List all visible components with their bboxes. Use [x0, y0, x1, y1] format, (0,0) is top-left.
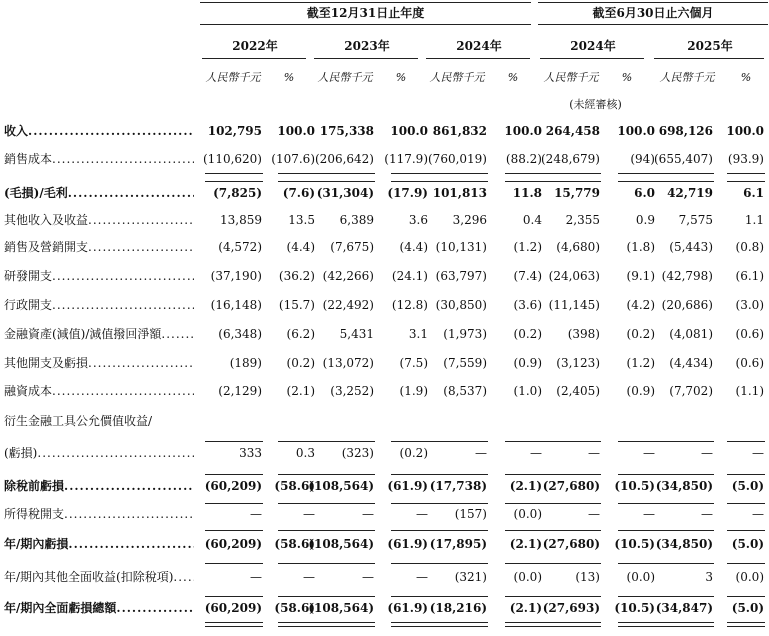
cell-value: (15.7) — [278, 298, 315, 312]
subtotal-rule — [428, 596, 488, 597]
cell-value: (18,216) — [429, 601, 487, 615]
subtotal-rule — [618, 596, 656, 597]
section-rule — [727, 563, 765, 564]
cell-value: (110,620) — [203, 152, 262, 166]
year-rule — [654, 58, 764, 59]
subtotal-rule — [541, 181, 601, 182]
grand-total-double-rule — [391, 622, 429, 627]
cell-value: (30,850) — [435, 298, 487, 312]
row-label: 收入 ..... — [4, 124, 194, 138]
cell-value: (34,850) — [655, 479, 713, 493]
cell-value: (0.0) — [513, 507, 542, 521]
section-rule — [391, 173, 429, 174]
unit-pct-label: % — [283, 71, 295, 84]
cell-value: (248,679) — [541, 152, 600, 166]
cell-value: (398) — [567, 327, 600, 341]
cell-value: (7,702) — [669, 384, 713, 398]
group-title-six-months: 截至6月30日止六個月 — [592, 6, 714, 20]
grand-total-double-rule — [541, 622, 601, 627]
cell-value: (323) — [341, 446, 374, 460]
cell-value: (321) — [454, 570, 487, 584]
cell-value: 3,296 — [452, 213, 487, 227]
cell-value: (60,209) — [204, 537, 262, 551]
row-label: 年/期內虧損 ..... — [4, 537, 194, 551]
cell-value: (4.2) — [626, 298, 655, 312]
cell-value: — — [588, 446, 600, 460]
cell-value: 5,431 — [339, 327, 374, 341]
cell-value: (6.1) — [735, 269, 764, 283]
subtotal-rule — [428, 474, 488, 475]
cell-value: 861,832 — [432, 124, 487, 138]
cell-value: — — [416, 507, 428, 521]
subtotal-rule — [315, 441, 375, 442]
group-bottom-rule — [538, 24, 768, 25]
section-rule — [654, 563, 714, 564]
cell-value: 15,779 — [554, 186, 600, 200]
cell-value: 13,859 — [220, 213, 262, 227]
cell-value: (34,850) — [655, 537, 713, 551]
cell-value: — — [530, 446, 542, 460]
cell-value: (6,348) — [218, 327, 262, 341]
cell-value: 3.1 — [408, 327, 428, 341]
cell-value: (24,063) — [548, 269, 600, 283]
subtotal-rule — [278, 181, 316, 182]
subtotal-rule — [727, 596, 765, 597]
cell-value: (108,564) — [308, 479, 374, 493]
cell-value: (107.6) — [271, 152, 315, 166]
cell-value: (4,680) — [556, 240, 600, 254]
cell-value: (0.2) — [399, 446, 428, 460]
cell-value: (60,209) — [204, 601, 262, 615]
cell-value: (61.9) — [387, 601, 428, 615]
section-rule — [428, 563, 488, 564]
subtotal-rule — [428, 181, 488, 182]
subtotal-rule — [278, 530, 316, 531]
cell-value: (760,019) — [428, 152, 487, 166]
cell-value: 0.4 — [522, 213, 542, 227]
section-rule — [541, 563, 601, 564]
subtotal-rule — [391, 474, 429, 475]
row-label: 研發開支 ..... — [4, 269, 194, 283]
cell-value: — — [701, 446, 713, 460]
cell-value: (1.2) — [626, 356, 655, 370]
unit-rmb-label: 人民幣千元 — [543, 71, 599, 84]
unit-pct-label: % — [621, 71, 633, 84]
section-rule — [205, 173, 263, 174]
cell-value: — — [416, 570, 428, 584]
section-rule — [505, 503, 543, 504]
cell-value: (27,680) — [542, 537, 600, 551]
cell-value: (0.9) — [626, 384, 655, 398]
cell-value: (16,148) — [210, 298, 262, 312]
cell-value: (206,642) — [315, 152, 374, 166]
cell-value: (37,190) — [210, 269, 262, 283]
cell-value: (4,434) — [669, 356, 713, 370]
section-rule — [205, 503, 263, 504]
cell-value: (4.4) — [399, 240, 428, 254]
cell-value: (7,559) — [443, 356, 487, 370]
cell-value: (0.8) — [735, 240, 764, 254]
cell-value: (108,564) — [308, 537, 374, 551]
row-label: 銷售成本 ..... — [4, 152, 194, 166]
cell-value: 100.0 — [277, 124, 315, 138]
section-rule — [541, 503, 601, 504]
subtotal-rule — [391, 596, 429, 597]
cell-value: 6.1 — [743, 186, 764, 200]
subtotal-rule — [541, 474, 601, 475]
subtotal-rule — [428, 530, 488, 531]
subtotal-rule — [505, 530, 543, 531]
cell-value: — — [362, 507, 374, 521]
cell-value: (36.2) — [278, 269, 315, 283]
cell-value: (2,129) — [218, 384, 262, 398]
cell-value: (7.4) — [513, 269, 542, 283]
cell-value: (3,252) — [330, 384, 374, 398]
subtotal-rule — [727, 474, 765, 475]
cell-value: (7.6) — [282, 186, 315, 200]
grand-total-double-rule — [618, 622, 656, 627]
cell-value: 100.0 — [390, 124, 428, 138]
grand-total-double-rule — [654, 622, 714, 627]
year-header: 2024年 — [456, 39, 502, 53]
cell-value: (58.6) — [274, 537, 315, 551]
subtotal-rule — [205, 596, 263, 597]
cell-value: (63,797) — [435, 269, 487, 283]
cell-value: (4.4) — [286, 240, 315, 254]
cell-value: 333 — [239, 446, 262, 460]
subtotal-rule — [278, 441, 316, 442]
unit-pct-label: % — [740, 71, 752, 84]
group-top-rule — [200, 2, 531, 3]
cell-value: (42,266) — [322, 269, 374, 283]
cell-value: (0.9) — [513, 356, 542, 370]
subtotal-rule — [654, 441, 714, 442]
cell-value: 2,355 — [565, 213, 600, 227]
cell-value: (1.8) — [626, 240, 655, 254]
cell-value: 102,795 — [207, 124, 262, 138]
unaudited-note: (未經審核) — [569, 98, 622, 111]
cell-value: (3.0) — [735, 298, 764, 312]
row-label: 行政開支 ..... — [4, 298, 194, 312]
subtotal-rule — [205, 181, 263, 182]
section-rule — [618, 563, 656, 564]
subtotal-rule — [315, 596, 375, 597]
cell-value: (5.0) — [731, 537, 764, 551]
cell-value: (61.9) — [387, 479, 428, 493]
year-header: 2025年 — [687, 39, 733, 53]
row-label: 其他收入及收益 ..... — [4, 213, 194, 227]
cell-value: (17,738) — [429, 479, 487, 493]
cell-value: (1.1) — [735, 384, 764, 398]
grand-total-double-rule — [278, 622, 316, 627]
section-rule — [278, 563, 316, 564]
cell-value: (58.6) — [274, 601, 315, 615]
cell-value: — — [303, 570, 315, 584]
cell-value: 6.0 — [634, 186, 655, 200]
section-rule — [654, 503, 714, 504]
unit-rmb-label: 人民幣千元 — [659, 71, 715, 84]
subtotal-rule — [727, 181, 765, 182]
year-header: 2023年 — [344, 39, 390, 53]
section-rule — [391, 503, 429, 504]
cell-value: (0.2) — [626, 327, 655, 341]
cell-value: (157) — [454, 507, 487, 521]
cell-value: (2.1) — [509, 537, 542, 551]
cell-value: (93.9) — [727, 152, 764, 166]
subtotal-rule — [654, 596, 714, 597]
cell-value: 100.0 — [504, 124, 542, 138]
cell-value: (17.9) — [387, 186, 428, 200]
row-label: 所得稅開支 ..... — [4, 507, 194, 521]
subtotal-rule — [618, 474, 656, 475]
cell-value: 11.8 — [512, 186, 542, 200]
cell-value: (108,564) — [308, 601, 374, 615]
cell-value: (60,209) — [204, 479, 262, 493]
subtotal-rule — [618, 181, 656, 182]
cell-value: (94) — [630, 152, 655, 166]
cell-value: (88.2) — [505, 152, 542, 166]
cell-value: 1.1 — [744, 213, 764, 227]
cell-value: (2.1) — [509, 601, 542, 615]
subtotal-rule — [654, 530, 714, 531]
subtotal-rule — [428, 441, 488, 442]
unit-rmb-label: 人民幣千元 — [205, 71, 261, 84]
cell-value: 3 — [705, 570, 713, 584]
section-rule — [278, 503, 316, 504]
cell-value: (2.1) — [286, 384, 315, 398]
cell-value: (1,973) — [443, 327, 487, 341]
row-label: 其他開支及虧損 ..... — [4, 356, 194, 370]
group-title-fiscal-year: 截至12月31日止年度 — [306, 6, 425, 20]
subtotal-rule — [315, 530, 375, 531]
cell-value: — — [362, 570, 374, 584]
grand-total-double-rule — [428, 622, 488, 627]
cell-value: (13) — [575, 570, 600, 584]
subtotal-rule — [541, 530, 601, 531]
cell-value: (10.5) — [614, 537, 655, 551]
subtotal-rule — [727, 530, 765, 531]
cell-value: (5.0) — [731, 601, 764, 615]
cell-value: 0.3 — [295, 446, 315, 460]
cell-value: (58.6) — [274, 479, 315, 493]
cell-value: 3.6 — [408, 213, 428, 227]
cell-value: (0.6) — [735, 356, 764, 370]
section-rule — [315, 563, 375, 564]
cell-value: 101,813 — [432, 186, 487, 200]
cell-value: (7,675) — [330, 240, 374, 254]
cell-value: — — [303, 507, 315, 521]
section-rule — [428, 503, 488, 504]
cell-value: (42,798) — [661, 269, 713, 283]
cell-value: (0.6) — [735, 327, 764, 341]
unit-pct-label: % — [507, 71, 519, 84]
cell-value: — — [752, 446, 764, 460]
subtotal-rule — [315, 474, 375, 475]
cell-value: (1.2) — [513, 240, 542, 254]
cell-value: (9.1) — [626, 269, 655, 283]
cell-value: (5.0) — [731, 479, 764, 493]
subtotal-rule — [315, 181, 375, 182]
subtotal-rule — [505, 596, 543, 597]
cell-value: (189) — [229, 356, 262, 370]
cell-value: — — [643, 507, 655, 521]
cell-value: (2,405) — [556, 384, 600, 398]
subtotal-rule — [505, 181, 543, 182]
cell-value: (7,825) — [213, 186, 262, 200]
cell-value: — — [588, 507, 600, 521]
cell-value: (22,492) — [322, 298, 374, 312]
cell-value: (10.5) — [614, 479, 655, 493]
cell-value: (24.1) — [391, 269, 428, 283]
unit-rmb-label: 人民幣千元 — [317, 71, 373, 84]
cell-value: 13.5 — [288, 213, 315, 227]
subtotal-rule — [654, 181, 714, 182]
grand-total-double-rule — [727, 622, 765, 627]
year-rule — [540, 58, 644, 59]
cell-value: (6.2) — [286, 327, 315, 341]
subtotal-rule — [727, 441, 765, 442]
section-rule — [505, 563, 543, 564]
subtotal-rule — [391, 181, 429, 182]
cell-value: (117.9) — [384, 152, 428, 166]
section-rule — [428, 173, 488, 174]
section-rule — [315, 503, 375, 504]
year-rule — [426, 58, 530, 59]
cell-value: — — [475, 446, 487, 460]
cell-value: (0.0) — [735, 570, 764, 584]
grand-total-double-rule — [505, 622, 543, 627]
subtotal-rule — [505, 441, 543, 442]
cell-value: 7,575 — [678, 213, 713, 227]
cell-value: — — [250, 507, 262, 521]
row-label: 融資成本 ..... — [4, 384, 194, 398]
cell-value: (0.0) — [626, 570, 655, 584]
cell-value: 175,338 — [319, 124, 374, 138]
subtotal-rule — [391, 530, 429, 531]
cell-value: (13,072) — [322, 356, 374, 370]
cell-value: (4,081) — [669, 327, 713, 341]
section-rule — [727, 173, 765, 174]
cell-value: (17,895) — [429, 537, 487, 551]
row-label: 年/期內其他全面收益(扣除稅項) ..... — [4, 570, 194, 584]
subtotal-rule — [541, 596, 601, 597]
section-rule — [315, 173, 375, 174]
section-rule — [618, 173, 656, 174]
cell-value: (0.0) — [513, 570, 542, 584]
cell-value: 100.0 — [617, 124, 655, 138]
cell-value: (3,123) — [556, 356, 600, 370]
cell-value: (1.0) — [513, 384, 542, 398]
subtotal-rule — [618, 441, 656, 442]
section-rule — [541, 173, 601, 174]
cell-value: (1.9) — [399, 384, 428, 398]
grand-total-double-rule — [205, 622, 263, 627]
unit-pct-label: % — [395, 71, 407, 84]
row-label: 年/期內全面虧損總額 ..... — [4, 601, 194, 615]
subtotal-rule — [618, 530, 656, 531]
row-label: 除稅前虧損 ..... — [4, 479, 194, 493]
cell-value: (3.6) — [513, 298, 542, 312]
cell-value: — — [250, 570, 262, 584]
section-rule — [654, 173, 714, 174]
cell-value: (655,407) — [654, 152, 713, 166]
section-rule — [618, 503, 656, 504]
cell-value: 698,126 — [658, 124, 713, 138]
subtotal-rule — [505, 474, 543, 475]
cell-value: (10,131) — [435, 240, 487, 254]
cell-value: (5,443) — [669, 240, 713, 254]
cell-value: (10.5) — [614, 601, 655, 615]
subtotal-rule — [391, 441, 429, 442]
cell-value: 6,389 — [339, 213, 374, 227]
year-rule — [202, 58, 306, 59]
row-label: 銷售及營銷開支 ..... — [4, 240, 194, 254]
group-top-rule — [538, 2, 768, 3]
year-rule — [314, 58, 418, 59]
row-label: 衍生金融工具公允價值收益/ — [4, 414, 153, 428]
section-rule — [727, 503, 765, 504]
cell-value: (61.9) — [387, 537, 428, 551]
cell-value: 100.0 — [726, 124, 764, 138]
cell-value: 264,458 — [545, 124, 600, 138]
cell-value: (27,693) — [542, 601, 600, 615]
section-rule — [205, 563, 263, 564]
cell-value: (27,680) — [542, 479, 600, 493]
cell-value: (8,537) — [443, 384, 487, 398]
row-label: 金融資產(減值)/減值撥回淨額 ..... — [4, 327, 194, 341]
cell-value: (12.8) — [391, 298, 428, 312]
section-rule — [391, 563, 429, 564]
cell-value: (20,686) — [661, 298, 713, 312]
cell-value: — — [701, 507, 713, 521]
cell-value: 42,719 — [667, 186, 713, 200]
row-label: (虧損) ..... — [4, 446, 194, 460]
cell-value: (0.2) — [286, 356, 315, 370]
year-header: 2022年 — [232, 39, 278, 53]
unit-rmb-label: 人民幣千元 — [429, 71, 485, 84]
cell-value: (0.2) — [513, 327, 542, 341]
year-header: 2024年 — [570, 39, 616, 53]
cell-value: (7.5) — [399, 356, 428, 370]
cell-value: (2.1) — [509, 479, 542, 493]
cell-value: (11,145) — [548, 298, 600, 312]
subtotal-rule — [278, 596, 316, 597]
row-label: (毛損)/毛利 ..... — [4, 186, 194, 200]
subtotal-rule — [205, 441, 263, 442]
cell-value: 0.9 — [635, 213, 655, 227]
cell-value: (31,304) — [316, 186, 374, 200]
subtotal-rule — [654, 474, 714, 475]
section-rule — [278, 173, 316, 174]
cell-value: — — [643, 446, 655, 460]
section-rule — [505, 173, 543, 174]
cell-value: (4,572) — [218, 240, 262, 254]
subtotal-rule — [278, 474, 316, 475]
group-bottom-rule — [200, 24, 531, 25]
cell-value: (34,847) — [655, 601, 713, 615]
grand-total-double-rule — [315, 622, 375, 627]
subtotal-rule — [205, 530, 263, 531]
subtotal-rule — [541, 441, 601, 442]
subtotal-rule — [205, 474, 263, 475]
cell-value: — — [752, 507, 764, 521]
